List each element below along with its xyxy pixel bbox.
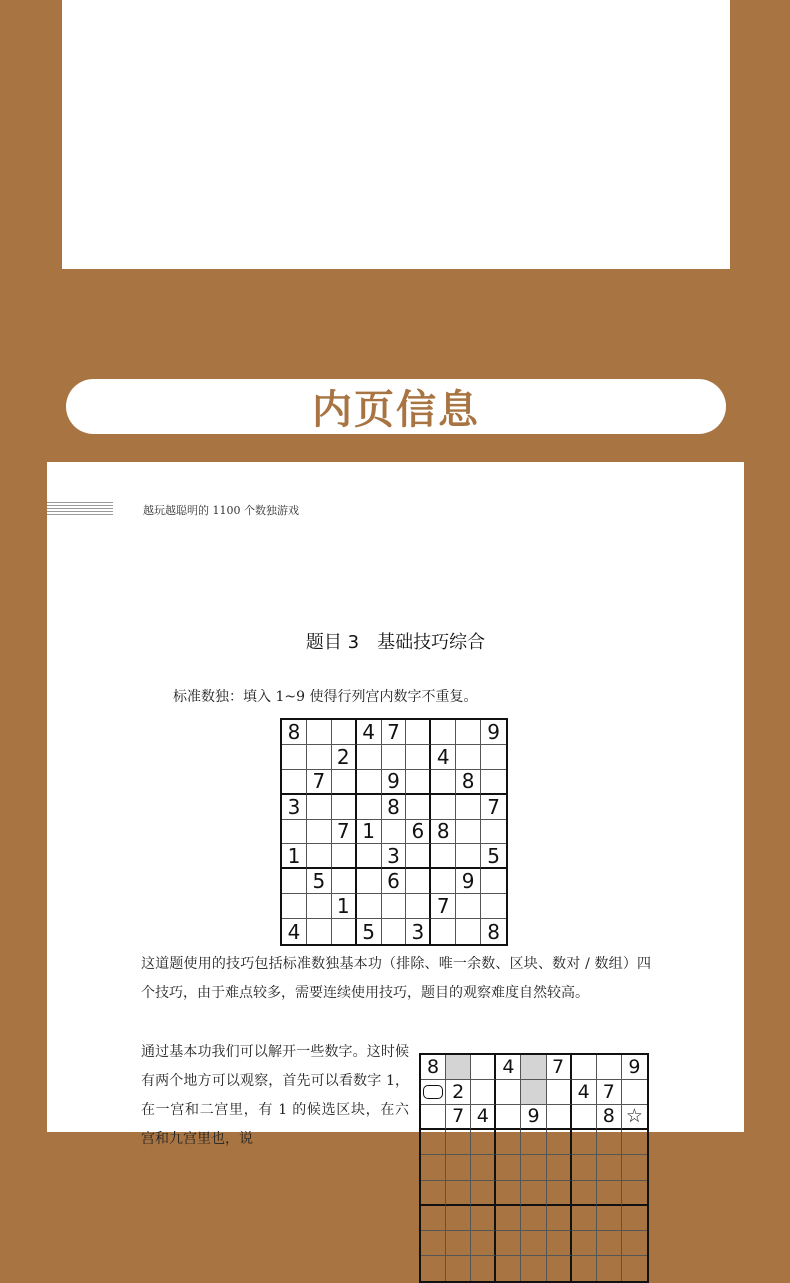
sudoku-cell <box>307 720 332 745</box>
sudoku-cell <box>421 1105 446 1130</box>
sudoku-cell <box>282 869 307 894</box>
sudoku-cell: 2 <box>332 745 357 770</box>
sudoku-cell <box>421 1155 446 1180</box>
sudoku-cell <box>481 894 506 919</box>
sudoku-cell: 6 <box>382 869 407 894</box>
sudoku-cell: 4 <box>431 745 456 770</box>
sudoku-cell <box>471 1055 496 1080</box>
sudoku-cell <box>622 1206 647 1231</box>
sudoku-cell: 7 <box>446 1105 471 1130</box>
sudoku-grid <box>280 718 508 946</box>
sudoku-cell <box>547 1206 572 1231</box>
sudoku-cell <box>547 1105 572 1130</box>
sudoku-cell <box>357 745 382 770</box>
sudoku-cell <box>456 720 481 745</box>
sudoku-cell <box>521 1155 546 1180</box>
sudoku-cell <box>421 1231 446 1256</box>
sudoku-cell <box>521 1256 546 1281</box>
sudoku-cell: 9 <box>622 1055 647 1080</box>
sudoku-cell: 7 <box>547 1055 572 1080</box>
sudoku-cell <box>622 1080 647 1105</box>
sudoku-cell: 1 <box>282 844 307 869</box>
sudoku-cell: 3 <box>406 919 431 944</box>
sudoku-cell: 7 <box>307 770 332 795</box>
puzzle-title: 题目 3 基础技巧综合 <box>305 632 486 653</box>
sudoku-cell <box>446 1231 471 1256</box>
running-header: 越玩越聪明的 1100 个数独游戏 <box>143 504 299 517</box>
sudoku-cell <box>572 1181 597 1206</box>
sudoku-cell <box>406 770 431 795</box>
sudoku-cell <box>496 1080 521 1105</box>
sudoku-cell <box>521 1055 546 1080</box>
sudoku-cell <box>456 894 481 919</box>
sudoku-cell <box>421 1206 446 1231</box>
sudoku-cell <box>496 1130 521 1155</box>
sudoku-cell <box>431 770 456 795</box>
sudoku-cell <box>456 820 481 845</box>
sudoku-cell <box>282 745 307 770</box>
sudoku-cell <box>357 869 382 894</box>
sudoku-cell <box>332 795 357 820</box>
sudoku-cell <box>471 1181 496 1206</box>
sudoku-cell <box>481 820 506 845</box>
sudoku-cell <box>357 795 382 820</box>
sudoku-cell <box>572 1130 597 1155</box>
sudoku-cell <box>547 1256 572 1281</box>
sudoku-cell: 4 <box>357 720 382 745</box>
sudoku-cell <box>471 1130 496 1155</box>
sudoku-cell <box>307 745 332 770</box>
header-decoration <box>47 502 113 516</box>
sudoku-cell <box>547 1155 572 1180</box>
sudoku-cell <box>496 1206 521 1231</box>
sudoku-cell: 8 <box>597 1105 622 1130</box>
sudoku-cell <box>496 1105 521 1130</box>
sudoku-cell <box>307 795 332 820</box>
banner-title: 内页信息 <box>312 387 480 433</box>
sudoku-cell <box>481 745 506 770</box>
sudoku-cell <box>456 795 481 820</box>
sudoku-cell <box>446 1130 471 1155</box>
sudoku-cell <box>332 770 357 795</box>
sudoku-cell: 8 <box>421 1055 446 1080</box>
sudoku-cell <box>597 1155 622 1180</box>
sudoku-cell <box>357 844 382 869</box>
sudoku-cell <box>521 1080 546 1105</box>
sudoku-cell <box>446 1206 471 1231</box>
sudoku-cell: 8 <box>431 820 456 845</box>
sudoku-cell <box>572 1105 597 1130</box>
sudoku-cell: 7 <box>481 795 506 820</box>
sudoku-cell <box>597 1206 622 1231</box>
sudoku-grid-figure <box>419 1053 649 1283</box>
sudoku-cell <box>496 1256 521 1281</box>
sudoku-cell <box>332 919 357 944</box>
sudoku-cell: 5 <box>357 919 382 944</box>
sudoku-cell <box>307 844 332 869</box>
sudoku-cell <box>446 1256 471 1281</box>
sudoku-cell: 9 <box>521 1105 546 1130</box>
sudoku-cell <box>282 820 307 845</box>
sudoku-cell <box>622 1130 647 1155</box>
sudoku-cell <box>572 1206 597 1231</box>
sudoku-cell <box>622 1256 647 1281</box>
sudoku-cell <box>332 720 357 745</box>
sudoku-cell <box>431 869 456 894</box>
sudoku-cell: 1 <box>357 820 382 845</box>
sudoku-cell <box>431 720 456 745</box>
sudoku-cell: 7 <box>597 1080 622 1105</box>
sudoku-cell <box>547 1181 572 1206</box>
sudoku-cell <box>406 745 431 770</box>
sudoku-cell <box>406 795 431 820</box>
sudoku-cell <box>446 1181 471 1206</box>
sudoku-cell <box>496 1181 521 1206</box>
sudoku-cell <box>481 770 506 795</box>
sudoku-cell <box>431 919 456 944</box>
sudoku-cell <box>382 820 407 845</box>
explanation-paragraph-2: 通过基本功我们可以解开一些数字。这时候有两个地方可以观察，首先可以看数字 1，在一宫和二宫里，有 1 的候选区块，在六宫和九宫里也，说 <box>141 1044 409 1147</box>
sudoku-cell <box>406 869 431 894</box>
sudoku-cell <box>547 1080 572 1105</box>
top-white-panel <box>62 0 730 269</box>
sudoku-cell: 1 <box>332 894 357 919</box>
sudoku-cell <box>446 1055 471 1080</box>
sudoku-cell <box>421 1080 446 1105</box>
sudoku-cell: 4 <box>282 919 307 944</box>
sudoku-cell <box>421 1181 446 1206</box>
inner-page-preview <box>47 462 744 1147</box>
sudoku-cell: 7 <box>382 720 407 745</box>
sudoku-cell <box>597 1130 622 1155</box>
sudoku-cell <box>357 770 382 795</box>
sudoku-cell <box>572 1055 597 1080</box>
sudoku-cell <box>421 1130 446 1155</box>
sudoku-cell: 8 <box>487 919 500 944</box>
sudoku-cell: 4 <box>572 1080 597 1105</box>
sudoku-cell <box>622 1155 647 1180</box>
sudoku-cell <box>521 1130 546 1155</box>
sudoku-cell <box>307 820 332 845</box>
candidate-marker <box>423 1085 442 1099</box>
sudoku-cell: 2 <box>446 1080 471 1105</box>
sudoku-cell <box>496 1231 521 1256</box>
puzzle-instruction: 标准数独：填入 1~9 使得行列宫内数字不重复。 <box>173 689 478 705</box>
sudoku-cell: 4 <box>471 1105 496 1130</box>
sudoku-cell: 8 <box>456 770 481 795</box>
sudoku-cell: 6 <box>406 820 431 845</box>
sudoku-cell <box>481 869 506 894</box>
sudoku-cell <box>456 745 481 770</box>
sudoku-cell <box>572 1231 597 1256</box>
section-banner <box>66 379 726 434</box>
sudoku-cell: 3 <box>382 844 407 869</box>
sudoku-cell <box>521 1206 546 1231</box>
sudoku-cell: 4 <box>496 1055 521 1080</box>
sudoku-cell <box>471 1256 496 1281</box>
sudoku-cell <box>622 1231 647 1256</box>
sudoku-cell <box>282 770 307 795</box>
sudoku-cell: ☆ <box>622 1105 647 1130</box>
sudoku-cell <box>496 1155 521 1180</box>
sudoku-cell <box>471 1206 496 1231</box>
sudoku-cell <box>332 844 357 869</box>
sudoku-cell <box>382 745 407 770</box>
sudoku-cell <box>622 1181 647 1206</box>
sudoku-cell <box>282 894 307 919</box>
sudoku-cell <box>521 1181 546 1206</box>
sudoku-cell <box>431 844 456 869</box>
sudoku-cell: 3 <box>282 795 307 820</box>
sudoku-cell <box>597 1256 622 1281</box>
sudoku-cell <box>307 919 332 944</box>
sudoku-cell <box>521 1231 546 1256</box>
sudoku-cell: 5 <box>481 844 506 869</box>
sudoku-cell <box>456 844 481 869</box>
sudoku-cell: 7 <box>431 894 456 919</box>
sudoku-cell: 8 <box>282 720 307 745</box>
sudoku-cell <box>382 919 407 944</box>
sudoku-cell: 7 <box>332 820 357 845</box>
sudoku-cell: 5 <box>307 869 332 894</box>
sudoku-cell <box>471 1231 496 1256</box>
sudoku-cell <box>456 919 481 944</box>
sudoku-cell <box>572 1256 597 1281</box>
sudoku-cell <box>357 894 382 919</box>
sudoku-cell <box>406 720 431 745</box>
sudoku-cell <box>332 869 357 894</box>
sudoku-cell <box>406 844 431 869</box>
sudoku-cell <box>406 894 431 919</box>
sudoku-cell <box>471 1080 496 1105</box>
sudoku-cell <box>597 1181 622 1206</box>
sudoku-cell: 9 <box>382 770 407 795</box>
sudoku-cell <box>307 894 332 919</box>
sudoku-cell <box>471 1155 496 1180</box>
sudoku-cell <box>597 1231 622 1256</box>
sudoku-cell: 8 <box>382 795 407 820</box>
explanation-paragraph: 这道题使用的技巧包括标准数独基本功（排除、唯一余数、区块、数对 / 数组）四个技巧，由于难点较多，需要连续使用技巧，题目的观察难度自然较高。 <box>141 956 651 1001</box>
sudoku-cell: 9 <box>456 869 481 894</box>
sudoku-cell <box>572 1155 597 1180</box>
sudoku-cell <box>446 1155 471 1180</box>
sudoku-cell <box>547 1231 572 1256</box>
sudoku-cell <box>547 1130 572 1155</box>
sudoku-cell: 9 <box>481 720 506 745</box>
sudoku-cell <box>431 795 456 820</box>
sudoku-cell <box>421 1256 446 1281</box>
sudoku-cell <box>597 1055 622 1080</box>
sudoku-cell <box>382 894 407 919</box>
